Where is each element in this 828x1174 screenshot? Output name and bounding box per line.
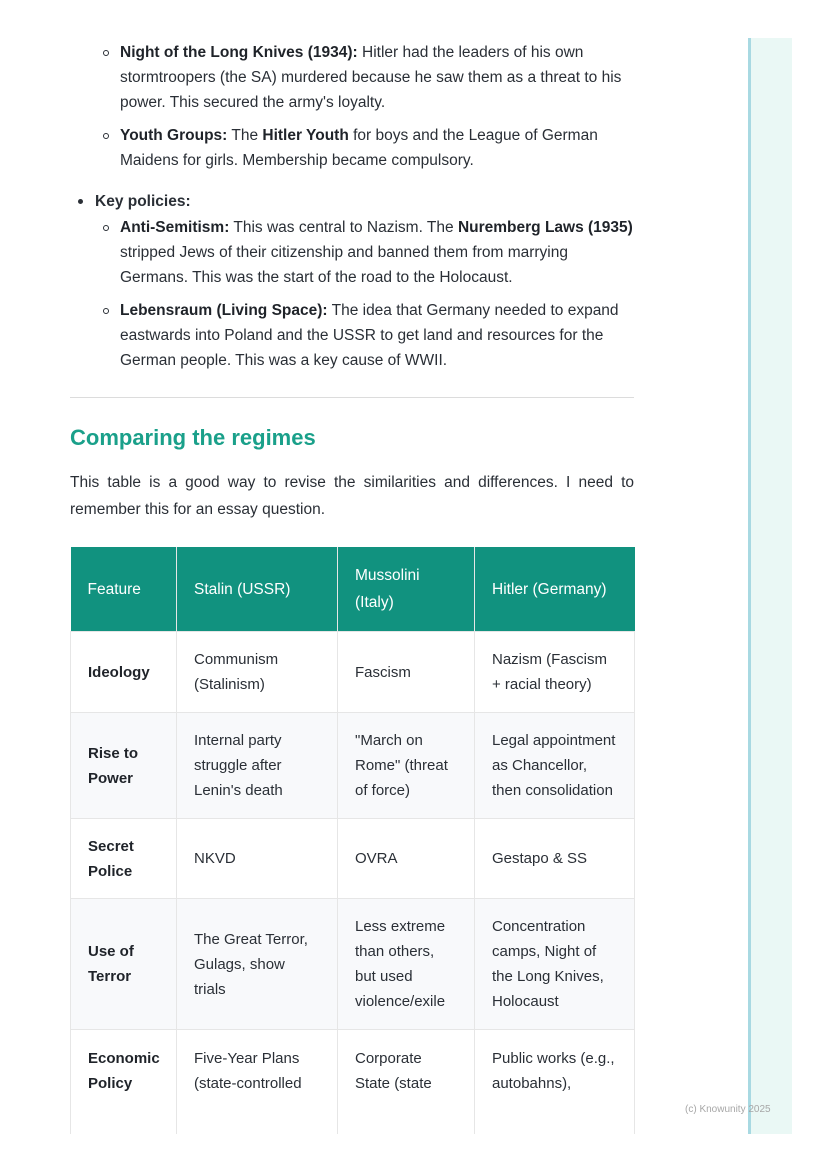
- list-item: [70, 123, 634, 173]
- side-rule: [748, 38, 751, 1134]
- feature-cell: Secret Police: [71, 819, 177, 899]
- section-intro: This table is a good way to revise the similarities and differences. I need to remember this for an essay question.: [70, 474, 634, 518]
- feature-cell: Economic Policy: [71, 1030, 177, 1136]
- list-item: [70, 40, 634, 115]
- side-panel: [748, 38, 792, 1134]
- item-emphasis: Nuremberg Laws (1935): [457, 219, 633, 236]
- feature-cell: Ideology: [71, 632, 177, 713]
- table-cell: Fascism: [338, 632, 475, 713]
- list-item: [70, 215, 634, 290]
- key-policies-label: Key policies:: [70, 191, 634, 213]
- table-cell: Less extreme than others, but used violence/exile: [338, 899, 475, 1030]
- table-row: [71, 899, 635, 1030]
- table-cell: Concentration camps, Night of the Long Knives, Holocaust: [475, 899, 635, 1030]
- table-cell: Public works (e.g., autobahns),: [475, 1030, 635, 1136]
- item-term: Youth Groups:: [120, 127, 228, 144]
- page-bottom-mask: [0, 1134, 828, 1174]
- table-row: [71, 819, 635, 899]
- table-row: [71, 632, 635, 713]
- feature-cell: Rise to Power: [71, 713, 177, 819]
- table-row: [71, 713, 635, 819]
- table-cell: "March on Rome" (threat of force): [338, 713, 475, 819]
- column-header: Mussolini (Italy): [338, 547, 475, 632]
- column-header: Hitler (Germany): [475, 547, 635, 632]
- item-text: Hitler had the leaders of his own stormtroopers (the SA) murdered because he saw them as a threat to his power. This secured the army's loyalty.: [120, 44, 622, 111]
- table-cell: Five-Year Plans (state-controlled: [177, 1030, 338, 1136]
- item-text: stripped Jews of their citizenship and banned them from marrying Germans. This was the start of the road to the Holocaust.: [120, 244, 568, 286]
- table-cell: Gestapo & SS: [475, 819, 635, 899]
- item-text: The idea that Germany needed to expand eastwards into Poland and the USSR to get land and resources for the German people. This was a key cause of WWII.: [120, 302, 619, 369]
- divider: [70, 397, 634, 398]
- feature-cell: Use of Terror: [71, 899, 177, 1030]
- item-text: for boys and the League of German Maidens for girls. Membership became compulsory.: [120, 127, 598, 169]
- section-heading: Comparing the regimes: [70, 425, 316, 450]
- column-header: Feature: [71, 547, 177, 632]
- table-cell: Corporate State (state: [338, 1030, 475, 1136]
- table-header-row: [71, 547, 635, 632]
- item-term: Anti-Semitism:: [120, 219, 230, 236]
- item-text: The: [227, 127, 263, 144]
- column-header: Stalin (USSR): [177, 547, 338, 632]
- item-emphasis: Hitler Youth: [262, 127, 349, 144]
- table-cell: Nazism (Fascism + racial theory): [475, 632, 635, 713]
- list-item: [70, 298, 634, 373]
- table-cell: OVRA: [338, 819, 475, 899]
- table-cell: Internal party struggle after Lenin's death: [177, 713, 338, 819]
- key-policies-item: [70, 191, 634, 381]
- item-term: Lebensraum (Living Space):: [120, 302, 328, 319]
- item-term: Night of the Long Knives (1934):: [120, 44, 358, 61]
- table-cell: The Great Terror, Gulags, show trials: [177, 899, 338, 1030]
- table-cell: Communism (Stalinism): [177, 632, 338, 713]
- top-sublist: [70, 40, 634, 181]
- key-policies-sublist: [70, 215, 634, 373]
- item-text: This was central to Nazism. The: [229, 219, 458, 236]
- table-row: [71, 1030, 635, 1136]
- table-cell: NKVD: [177, 819, 338, 899]
- copyright-footer: (c) Knowunity 2025: [685, 1104, 771, 1115]
- table-cell: Legal appointment as Chancellor, then consolidation: [475, 713, 635, 819]
- comparison-table: [70, 547, 635, 1136]
